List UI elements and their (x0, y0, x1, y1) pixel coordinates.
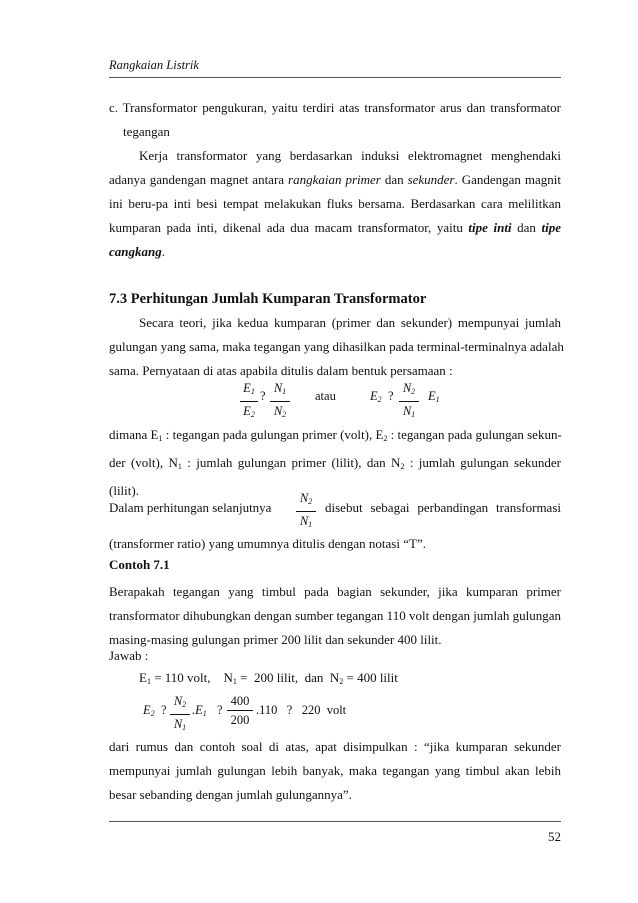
paragraph-line: Berapakah tegangan yang timbul pada bagian sekunder, jika kumparan primer (109, 584, 561, 599)
lhs-e2: $E_2$ (143, 703, 155, 718)
paragraph-line: mempunyai jumlah gulungan lebih banyak, maka tegangan yang timbul akan lebih (109, 763, 561, 778)
paragraph-definitions (109, 423, 561, 503)
paragraph-line: dimana $E_1$ : tegangan pada gulungan primer (volt), $E_2$ : tegangan pada gulungan sekun- (109, 427, 562, 443)
paragraph-line: (transformer ratio) yang umumnya ditulis dengan notasi “T”. (109, 536, 426, 551)
answer-label: Jawab : (109, 648, 149, 663)
list-item-c-line-1: c. Transformator pengukuran, yaitu terdiri atas transformator arus dan transformator (109, 100, 561, 115)
fraction-n2-n1: $N_2$ $N_1$ (170, 693, 190, 736)
page-number: 52 (548, 829, 561, 844)
given-values: $E_1 = 110$ volt, $N_1 = 200$ lilit, dan $N_2 = 400$ lilit (139, 670, 398, 686)
list-item-c (109, 96, 561, 144)
fraction-n1-n2: $N_1$ $N_2$ (270, 380, 290, 423)
fraction-e1-e2: $E_1$ $E_2$ (240, 380, 258, 423)
equals-sign: ? (388, 389, 394, 403)
paragraph-line: transformator dihubungkan dengan sumber tegangan 110 volt dengan jumlah gulungan (109, 608, 561, 623)
paragraph-line: ini beru-pa inti besi tempat melakukan fluks bersama. Berdasarkan cara melilitkan (109, 196, 561, 211)
transformer-ratio-trail: disebut sebagai perbandingan transformasi (325, 500, 561, 515)
equals-sign: ? (260, 389, 266, 403)
paragraph-theory (109, 311, 564, 383)
paragraph-line: der (volt), $N_1$ : jumlah gulungan primer (lilit), dan $N_2$ : jumlah gulungan sekunder (109, 455, 561, 471)
paragraph-transformer-types (109, 144, 561, 264)
paragraph-line: masing-masing gulungan primer 200 lilit dan sekunder 400 lilit. (109, 632, 442, 647)
paragraph-line: Kerja transformator yang berdasarkan induksi elektromagnet menghendaki (139, 148, 561, 163)
result-value: .110 ? 220 volt (256, 703, 347, 717)
fraction-transformer-ratio: $N_2$ $N_1$ (296, 490, 316, 533)
paragraph-line: (lilit). (109, 483, 139, 498)
equals-sign: ? (217, 703, 223, 717)
or-text: atau (315, 389, 336, 403)
paragraph-line: dari rumus dan contoh soal di atas, apat disimpulkan : “jika kumparan sekunder (109, 739, 561, 754)
paragraph-line: gulungan yang sama, maka tegangan yang dihasilkan pada terminal-terminalnya adalah (109, 339, 564, 354)
paragraph-conclusion (109, 735, 561, 807)
times-e1: $.E_1$ (192, 703, 207, 718)
paragraph-ratio-notation (109, 532, 561, 556)
example-question (109, 580, 561, 652)
list-item-c-line-2: tegangan (123, 124, 170, 139)
transformer-ratio-lead: Dalam perhitungan selanjutnya (109, 500, 272, 515)
rhs-e1: $E_1$ (428, 389, 440, 404)
header-rule (109, 77, 561, 78)
fraction-n2-n1: $N_2$ $N_1$ (399, 380, 419, 423)
paragraph-line: sama. Pernyataan di atas apabila ditulis dalam bentuk persamaan : (109, 363, 453, 378)
section-heading: 7.3 Perhitungan Jumlah Kumparan Transformator (109, 291, 427, 307)
equals-sign: ? (161, 703, 167, 717)
paragraph-line: adanya gandengan magnet antara rangkaian primer dan sekunder. Gandengan magnit (109, 172, 561, 187)
footer-rule (109, 821, 561, 822)
fraction-400-200: 400 200 (227, 693, 253, 728)
paragraph-line: besar sebanding dengan jumlah gulungannya”. (109, 787, 352, 802)
paragraph-line: cangkang. (109, 244, 165, 259)
example-title: Contoh 7.1 (109, 557, 170, 572)
running-header: Rangkaian Listrik (109, 58, 199, 72)
lhs-e2: $E_2$ (370, 389, 382, 404)
paragraph-line: Secara teori, jika kedua kumparan (primer dan sekunder) mempunyai jumlah (139, 315, 561, 330)
paragraph-line: kumparan pada inti, dikenal ada dua macam transformator, yaitu tipe inti dan tipe (109, 220, 561, 235)
